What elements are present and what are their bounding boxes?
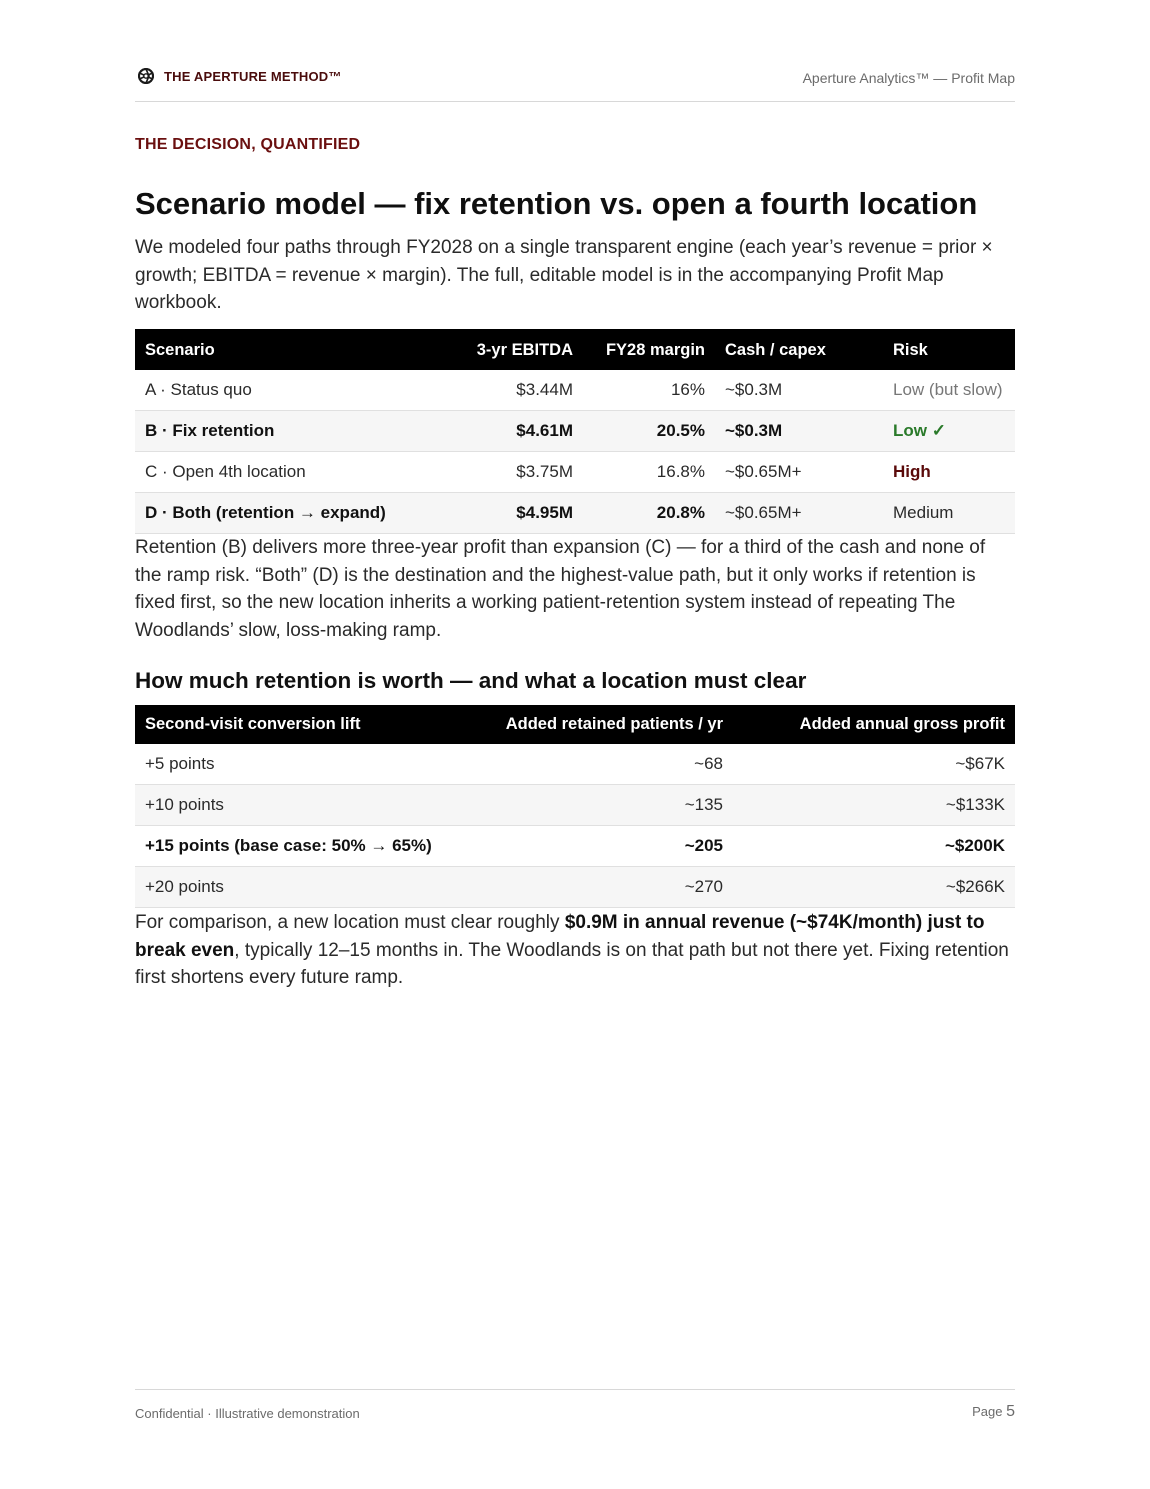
cash-cell: ~$0.65M+ [715,452,873,493]
profit-cell: ~$133K [733,785,1015,826]
page-title: Scenario model — fix retention vs. open a fourth location [135,186,978,221]
ebitda-cell: $4.61M [445,411,583,452]
lift-cell: +15 points (base case: 50% → 65%) [135,826,468,867]
margin-cell: 20.5% [583,411,715,452]
scenario-cell: C · Open 4th location [135,452,445,493]
lift-cell: +10 points [135,785,468,826]
profit-cell: ~$67K [733,744,1015,785]
scenario-cell: B · Fix retention [135,411,445,452]
comparison-text: For comparison, a new location must clear roughly [135,912,565,933]
table-header-row [135,330,1015,370]
page-number-value: 5 [1006,1403,1015,1420]
risk-cell: Medium [873,493,1015,534]
profit-cell: ~$266K [733,867,1015,908]
table-row [135,493,1015,534]
scenario-cell: A · Status quo [135,370,445,411]
patients-cell: ~135 [468,785,733,826]
retention-value-table [135,705,1015,908]
confidential-note: Confidential · Illustrative demonstration [135,1406,360,1421]
margin-cell: 16.8% [583,452,715,493]
page-label: Page [972,1404,1003,1419]
cash-cell: ~$0.65M+ [715,493,873,534]
cash-cell: ~$0.3M [715,370,873,411]
risk-cell: Low ✓ [873,411,1015,452]
risk-cell: High [873,452,1015,493]
table-row [135,411,1015,452]
margin-cell: 20.8% [583,493,715,534]
cash-cell: ~$0.3M [715,411,873,452]
ebitda-cell: $3.44M [445,370,583,411]
table-row [135,370,1015,411]
patients-cell: ~68 [468,744,733,785]
scenario-table [135,329,1015,534]
ebitda-cell: $4.95M [445,493,583,534]
margin-cell: 16% [583,370,715,411]
lift-cell: +20 points [135,867,468,908]
column-header: Second-visit conversion lift [135,705,468,744]
section-kicker: THE DECISION, QUANTIFIED [135,136,361,153]
column-header: FY28 margin [583,330,715,370]
table-row [135,826,1015,867]
column-header: Added retained patients / yr [468,705,733,744]
page-footer [135,1389,1015,1430]
analysis-paragraph: Retention (B) delivers more three-year profit than expansion (C) — for a third of the cash and none of the ramp risk. “Both” (D) is the destination and the highest-value path, but it only works if retention is fixed first, so the new location inherits a working patient-retention system instead of repeating The Woodlands’ slow, loss-making ramp. [135,537,986,641]
column-header: 3-yr EBITDA [445,330,583,370]
brand-name: THE APERTURE METHOD™ [164,68,342,84]
page-header [135,64,1015,102]
comparison-paragraph [135,909,1015,992]
brand [138,68,342,84]
patients-cell: ~205 [468,826,733,867]
break-even-highlight: $0.9M in annual revenue (~$74K/month) just to break even [135,912,985,961]
lift-cell: +5 points [135,744,468,785]
section-subheading: How much retention is worth — and what a location must clear [135,668,807,693]
aperture-icon [138,68,154,84]
column-header: Scenario [135,330,445,370]
comparison-text: , typically 12–15 months in. The Woodlands is on that path but not there yet. Fixing retention first shortens every future ramp. [135,939,1009,988]
table-row [135,744,1015,785]
ebitda-cell: $3.75M [445,452,583,493]
page-number [972,1403,1015,1421]
table-row [135,452,1015,493]
table-header-row [135,705,1015,744]
scenario-cell: D · Both (retention → expand) [135,493,445,534]
table-row [135,867,1015,908]
profit-cell: ~$200K [733,826,1015,867]
column-header: Risk [873,330,1015,370]
risk-cell: Low (but slow) [873,370,1015,411]
table-row [135,785,1015,826]
intro-paragraph: We modeled four paths through FY2028 on a single transparent engine (each year’s revenue = prior × growth; EBITDA = revenue × margin). The full, editable model is in the accompanying Profit Map workbook. [135,237,993,313]
column-header: Added annual gross profit [733,705,1015,744]
column-header: Cash / capex [715,330,873,370]
header-product-title: Aperture Analytics™ — Profit Map [802,70,1015,86]
patients-cell: ~270 [468,867,733,908]
